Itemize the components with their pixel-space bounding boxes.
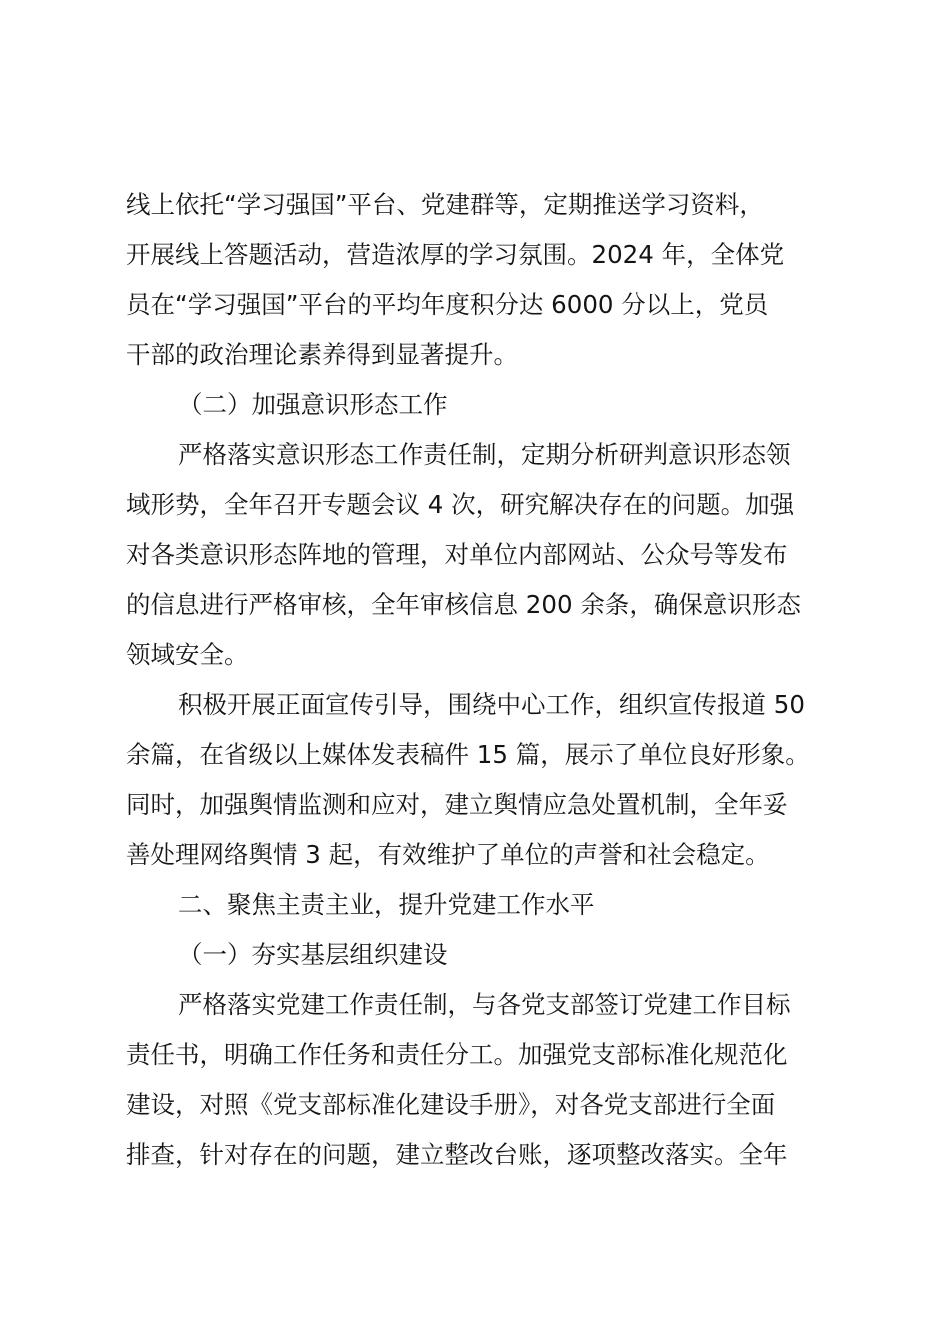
paragraph-line: 对各类意识形态阵地的管理，对单位内部网站、公众号等发布: [126, 540, 788, 569]
section-heading: （一）夯实基层组织建设: [178, 940, 448, 969]
paragraph-line: 员在“学习强国”平台的平均年度积分达 6000 分以上，党员: [126, 290, 769, 319]
paragraph-line: 领域安全。: [126, 640, 249, 669]
paragraph-line: 域形势，全年召开专题会议 4 次，研究解决存在的问题。加强: [126, 490, 795, 519]
paragraph-line: 严格落实意识形态工作责任制，定期分析研判意识形态领: [178, 440, 791, 469]
paragraph-line: 同时，加强舆情监测和应对，建立舆情应急处置机制，全年妥: [126, 790, 788, 819]
paragraph-line: 责任书，明确工作任务和责任分工。加强党支部标准化规范化: [126, 1040, 788, 1069]
paragraph-line: 善处理网络舆情 3 起，有效维护了单位的声誉和社会稳定。: [126, 840, 770, 869]
paragraph-line: 干部的政治理论素养得到显著提升。: [126, 340, 518, 369]
paragraph-line: 余篇，在省级以上媒体发表稿件 15 篇，展示了单位良好形象。: [126, 740, 810, 769]
chapter-heading: 二、聚焦主责主业，提升党建工作水平: [178, 890, 595, 919]
section-heading: （二）加强意识形态工作: [178, 390, 448, 419]
paragraph-line: 建设，对照《党支部标准化建设手册》，对各党支部进行全面: [126, 1090, 776, 1119]
paragraph-line: 排查，针对存在的问题，建立整改台账，逐项整改落实。全年: [126, 1140, 788, 1169]
paragraph-line: 开展线上答题活动，营造浓厚的学习氛围。2024 年，全体党: [126, 240, 785, 269]
paragraph-line: 线上依托“学习强国”平台、党建群等，定期推送学习资料，: [126, 190, 764, 219]
paragraph-line: 的信息进行严格审核，全年审核信息 200 余条，确保意识形态: [126, 590, 801, 619]
paragraph-line: 严格落实党建工作责任制，与各党支部签订党建工作目标: [178, 990, 791, 1019]
paragraph-line: 积极开展正面宣传引导，围绕中心工作，组织宣传报道 50: [178, 690, 805, 719]
